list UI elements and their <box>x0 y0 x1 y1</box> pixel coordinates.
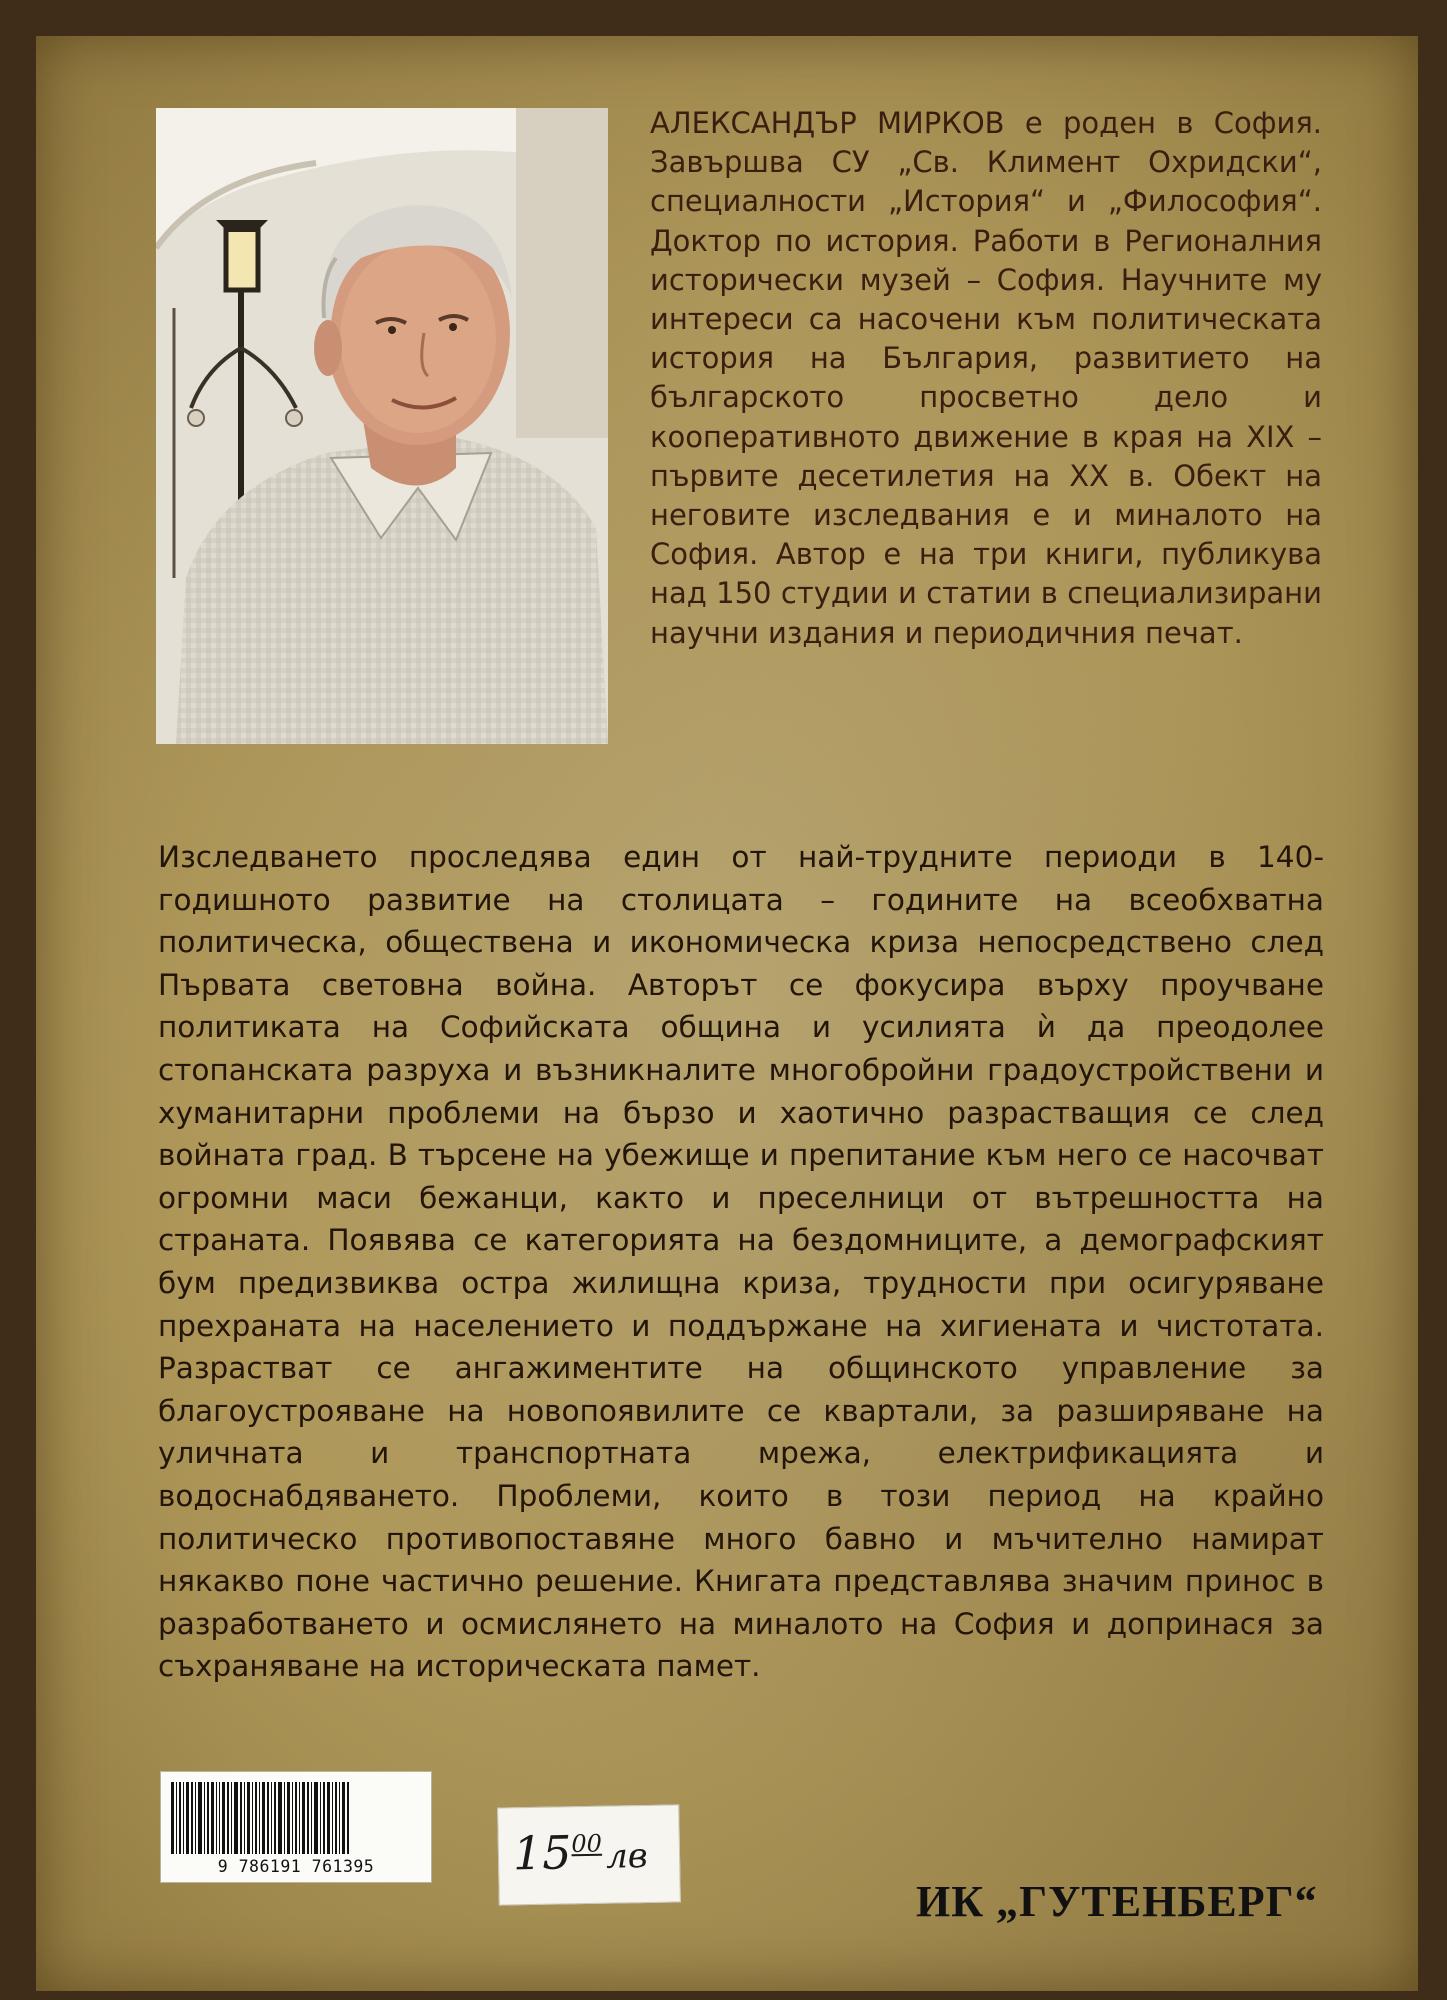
book-back-cover <box>36 36 1418 1991</box>
author-bio <box>650 104 1322 653</box>
price-unit: лв <box>605 1835 648 1877</box>
price-value: 15 <box>512 1825 572 1881</box>
publisher-name: ИК „ГУТЕНБЕРГ“ <box>916 1877 1318 1926</box>
book-description: Изследването проследява един от най-трудните периоди в 140-годишното развитие на столицата – годините на всеобхватна политическа, обществена и икономическа криза непосредствено след Първата световна война. Авторът се фокусира върху проучване политиката на Софийската община и усилията ѝ да преодолее стопанската разруха и възникналите многобройни градоустройствени и хуманитарни проблеми на бързо и хаотично разрастващия се след войната град. В търсене на убежище и препитание към него се насочват огромни маси бежанци, както и преселници от вътрешността на страната. Появява се категорията на бездомниците, а демографският бум предизвиква остра жилищна криза, трудности при осигуряване прехраната на населението и поддържане на хигиената и чистотата. Разрастват се ангажиментите на общинското управление за благоустрояване на новопоявилите се квартали, за разширяване на уличната и транспортната мрежа, електрификацията и водоснабдяването. Проблеми, които в този период на крайно политическо противопоставяне много бавно и мъчително намират някакво поне частично решение. Книгата представлява значим принос в разработването и осмислянето на миналото на София и допринася за съхраняване на историческата памет. <box>158 840 1324 1684</box>
isbn-barcode <box>160 1771 432 1883</box>
price-sticker <box>497 1804 681 1905</box>
author-bio-text: е роден в София. Завършва СУ „Св. Климент Охридски“, специалности „История“ и „Философия“. Доктор по история. Работи в Регионалния исторически музей – София. Научните му интереси са насочени към политическата история на България, развитието на българското просветно дело и кооперативното движение в края на XIX – първите десетилетия на XX в. Обект на неговите изследвания е и миналото на София. Автор е на три книги, публикува над 150 студии и статии в специализирани научни издания и периодичния печат. <box>650 106 1323 650</box>
price-cents: 00 <box>571 1829 603 1858</box>
barcode-bars <box>171 1782 421 1854</box>
author-photo <box>156 108 608 744</box>
author-portrait-image <box>156 108 608 744</box>
isbn-number: 9 786191 761395 <box>217 1857 375 1876</box>
price-handwritten <box>512 1824 647 1880</box>
author-name: АЛЕКСАНДЪР МИРКОВ <box>650 106 1005 140</box>
